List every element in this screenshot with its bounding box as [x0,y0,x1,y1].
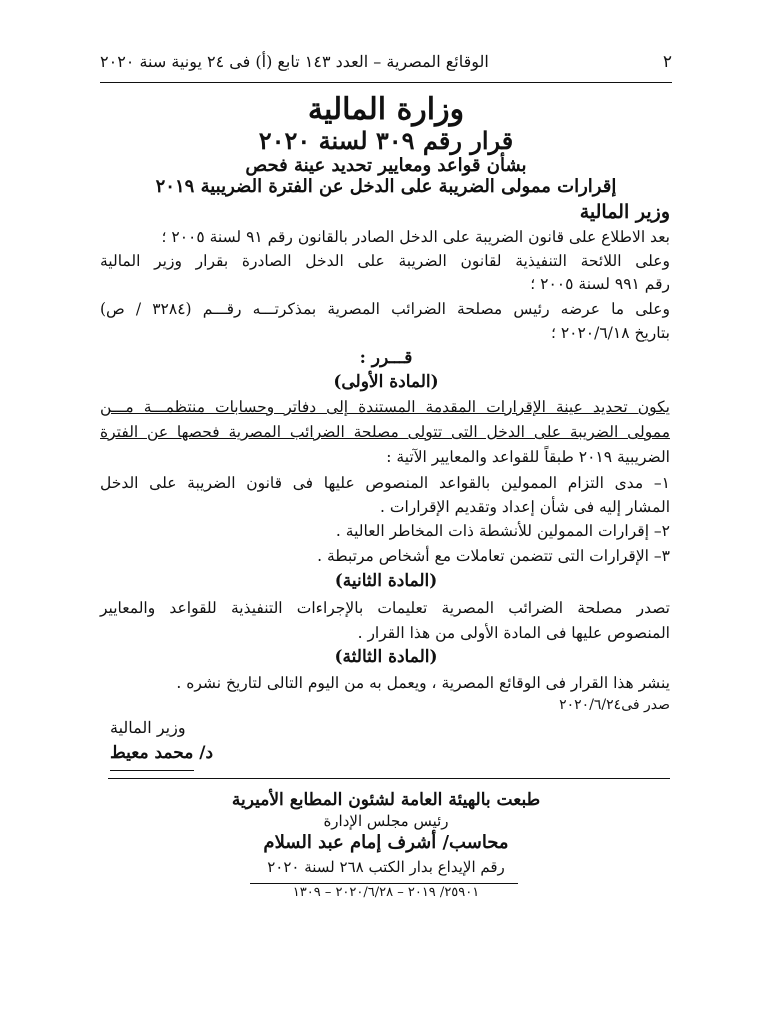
article-1-line-1: يكون تحديد عينة الإقرارات المقدمة المستندة إلى دفاتر وحسابات منتظمـــة مـــن [100,398,670,416]
code-overline [250,883,518,884]
print-code: ٢٥٩٠١/ ٢٠١٩ – ٢٠٢٠/٦/٢٨ – ١٣٠٩ [292,885,480,900]
article-1-item-1-line-2: المشار إليه فى شأن إعداد وتقديم الإقرارات . [380,498,670,516]
preamble-line-3: رقم ٩٩١ لسنة ٢٠٠٥ ؛ [530,275,670,293]
article-1-item-3: ٣– الإقرارات التى تتضمن تعاملات مع أشخاص مرتبطة . [317,547,670,565]
article-1-heading: (المادة الأولى) [333,372,439,392]
preamble-line-5: بتاريخ ٢٠٢٠/٦/١٨ ؛ [550,324,670,342]
issue-date: صدر فى٢٠٢٠/٦/٢٤ [559,697,670,713]
page-number: ٢ [662,52,672,72]
article-1-item-1-line-1: ١– مدى التزام الممولين بالقواعد المنصوص عليها فى قانون الضريبة على الدخل [100,474,670,492]
preamble-line-1: بعد الاطلاع على قانون الضريبة على الدخل الصادر بالقانون رقم ٩١ لسنة ٢٠٠٥ ؛ [161,228,670,246]
article-2-line-2: المنصوص عليها فى المادة الأولى من هذا القرار . [357,624,670,642]
printer-name: طبعت بالهيئة العامة لشئون المطابع الأميرية [231,790,541,810]
article-2-heading: (المادة الثانية) [334,571,438,591]
article-1-line-3: الضريبية ٢٠١٩ طبقاً للقواعد والمعايير الآتية : [386,448,670,466]
signature-title: وزير المالية [110,718,186,737]
article-3-heading: (المادة الثالثة) [334,647,438,667]
running-header [100,52,672,76]
article-1-line-2: ممولى الضريبة على الدخل التى تتولى مصلحة الضرائب المصرية فحصها عن الفترة [100,423,670,441]
board-chair-label: رئيس مجلس الإدارة [323,812,449,830]
article-3-line-1: ينشر هذا القرار فى الوقائع المصرية ، ويعمل به من اليوم التالى لتاريخ نشره . [176,674,670,692]
footer-divider [108,778,670,779]
minister-heading: وزير المالية [579,201,670,223]
deposit-number: رقم الإيداع بدار الكتب ٢٦٨ لسنة ٢٠٢٠ [267,858,505,876]
decree-subject-line-1: بشأن قواعد ومعايير تحديد عينة فحص [245,155,527,176]
article-1-item-2: ٢– إقرارات الممولين للأنشطة ذات المخاطر العالية . [335,522,670,540]
preamble-line-4: وعلى ما عرضه رئيس مصلحة الضرائب المصرية بمذكرتـــه رقـــم (٣٢٨٤ / ص) [100,300,670,318]
decided-heading: قـــرر : [359,348,413,368]
signature-underline [110,770,194,771]
signature-name: د/ محمد معيط [110,743,214,763]
ministry-title: وزارة المالية [307,92,465,127]
preamble-line-2: وعلى اللائحة التنفيذية لقانون الضريبة على الدخل الصادرة بقرار وزير المالية [100,252,670,270]
article-2-line-1: تصدر مصلحة الضرائب المصرية تعليمات بالإجراءات التنفيذية للقواعد والمعايير [100,599,670,617]
decree-subject-line-2: إقرارات ممولى الضريبة على الدخل عن الفترة الضريبية ٢٠١٩ [155,176,617,197]
gazette-header-title: الوقائع المصرية – العدد ١٤٣ تابع (أ) فى ٢٤ يونية سنة ٢٠٢٠ [100,52,489,71]
header-divider [100,82,672,83]
decree-title: قرار رقم ٣٠٩ لسنة ٢٠٢٠ [258,126,514,155]
board-chair-name: محاسب/ أشرف إمام عبد السلام [263,832,509,853]
